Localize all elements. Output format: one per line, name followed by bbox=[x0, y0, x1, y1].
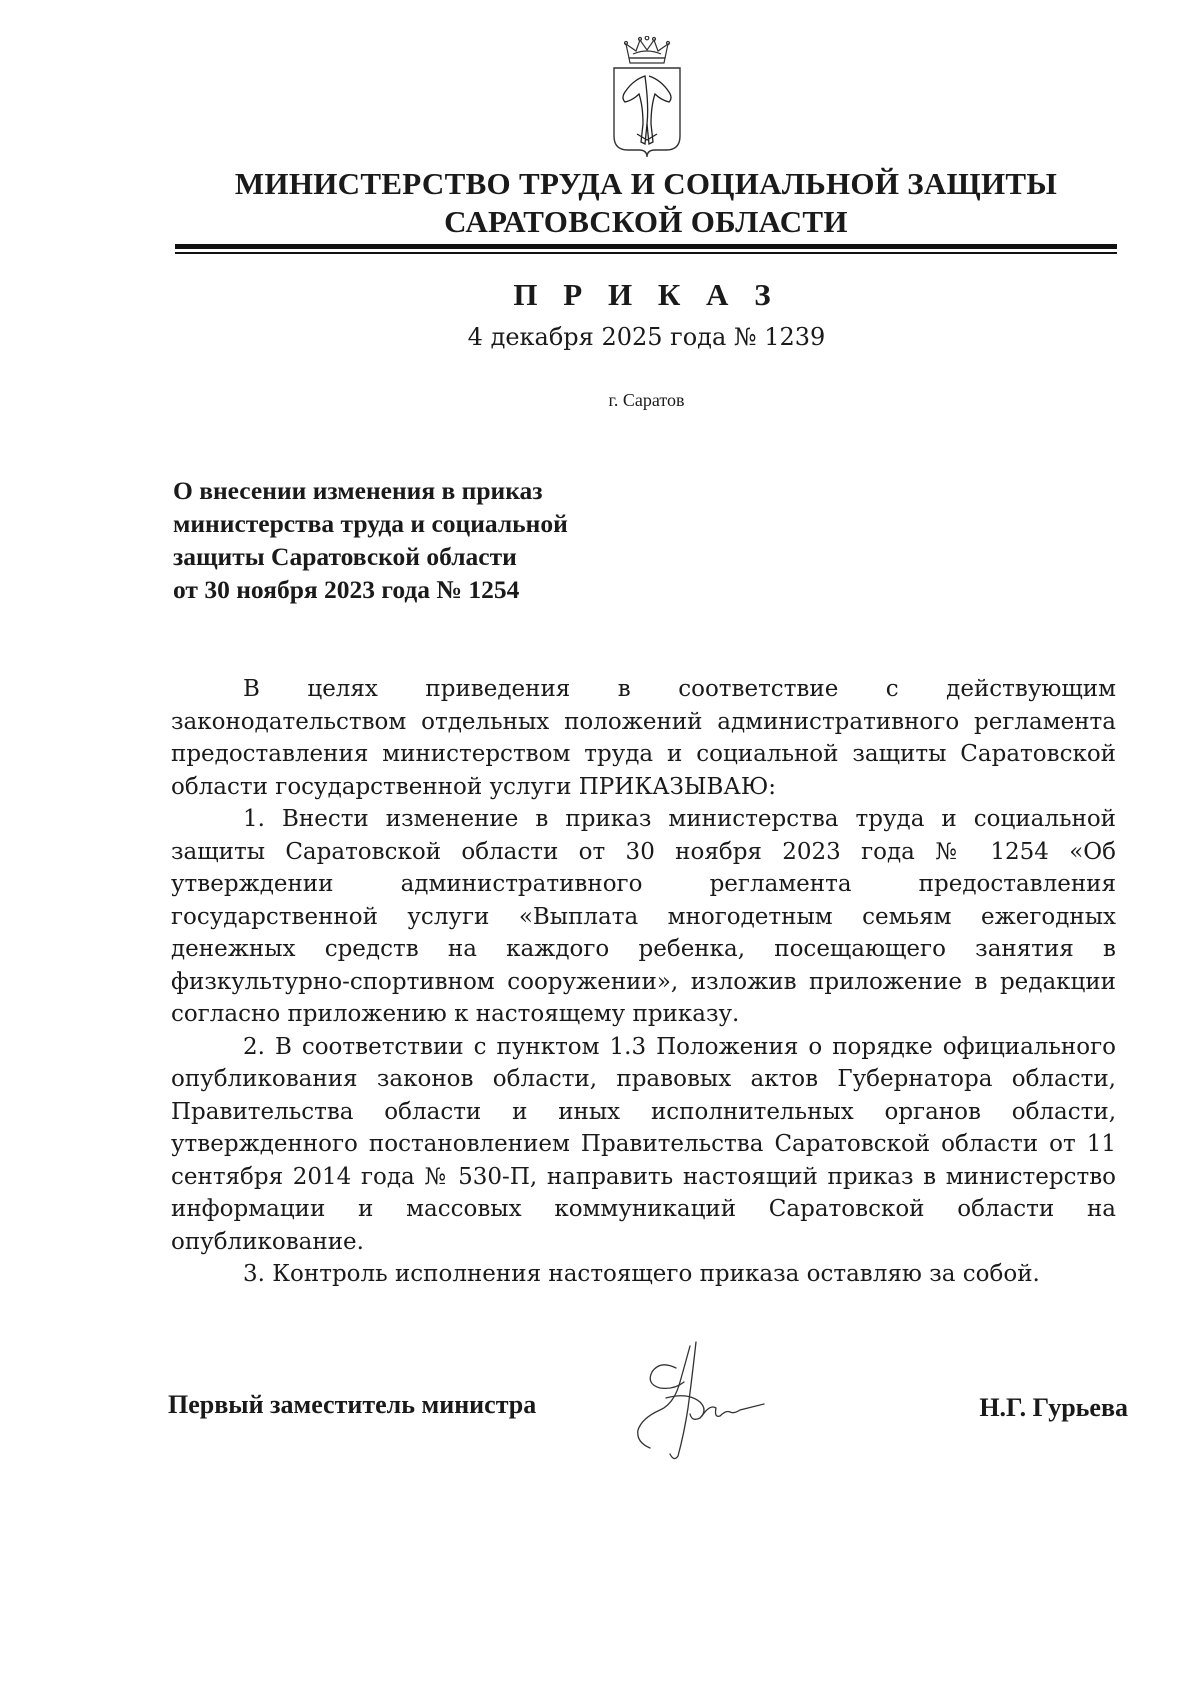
ministry-name bbox=[150, 165, 1142, 241]
header-rule-thin bbox=[175, 252, 1117, 254]
ministry-name-line-1: МИНИСТЕРСТВО ТРУДА И СОЦИАЛЬНОЙ ЗАЩИТЫ bbox=[234, 166, 1058, 201]
handwritten-signature bbox=[630, 1338, 770, 1464]
body-item-1: 1. Внести изменение в приказ министерства труда и социальной защиты Саратовской области от 30 ноября 2023 года № 1254 «Об утверждении административного регламента предоставления государственной услуги «Выплата многодетным семьям ежегодных денежных средств на каждого ребенка, посещающего занятия в физкультурно-спортивном сооружении», изложив приложение в редакции согласно приложению к настоящему приказу. bbox=[171, 806, 1116, 1027]
document-type: П Р И К А З bbox=[513, 277, 780, 312]
document-subject bbox=[173, 474, 693, 606]
document-date-number: 4 декабря 2025 года № 1239 bbox=[467, 323, 826, 351]
document-city: г. Саратов bbox=[608, 390, 685, 410]
body-preamble: В целях приведения в соответствие с действующим законодательством отдельных положений административного регламента предоставления министерством труда и социальной защиты Саратовской области государственной услуги ПРИКАЗЫВАЮ: bbox=[171, 676, 1116, 800]
document-body bbox=[171, 673, 1116, 1291]
signatory-title: Первый заместитель министра bbox=[168, 1390, 537, 1419]
body-item-2: 2. В соответствии с пунктом 1.3 Положения о порядке официального опубликования законов области, правовых актов Губернатора области, Правительства области и иных исполнительных органов области, утвержденного постановлением Правительства Саратовской области от 11 сентября 2014 года № 530-П, направить настоящий приказ в министерство информации и массовых коммуникаций Саратовской области на опубликование. bbox=[171, 1033, 1116, 1255]
header-rule-thick bbox=[175, 244, 1117, 249]
ministry-name-line-2: САРАТОВСКОЙ ОБЛАСТИ bbox=[444, 204, 848, 239]
subject-line: защиты Саратовской области bbox=[173, 542, 517, 571]
coat-of-arms-icon bbox=[609, 36, 685, 158]
subject-line: министерства труда и социальной bbox=[173, 509, 568, 538]
subject-line: от 30 ноября 2023 года № 1254 bbox=[173, 575, 520, 604]
subject-line: О внесении изменения в приказ bbox=[173, 476, 543, 505]
signatory-name: Н.Г. Гурьева bbox=[979, 1393, 1128, 1422]
body-item-3: 3. Контроль исполнения настоящего приказа оставляю за собой. bbox=[243, 1261, 1040, 1287]
